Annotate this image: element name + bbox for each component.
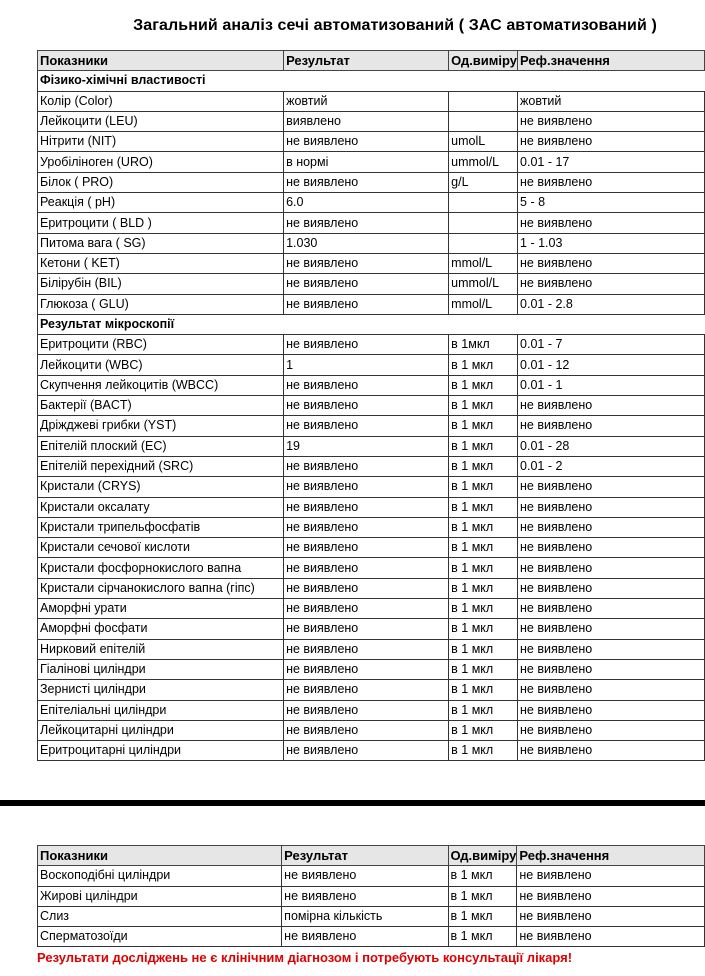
reference-cell: не виявлено xyxy=(518,132,705,152)
reference-cell: 0.01 - 1 xyxy=(518,375,705,395)
reference-cell: не виявлено xyxy=(518,639,705,659)
results-table-page2 xyxy=(37,845,705,947)
indicator-cell: Слиз xyxy=(38,906,282,926)
reference-cell: не виявлено xyxy=(518,416,705,436)
reference-cell: не виявлено xyxy=(518,720,705,740)
indicator-cell: Нітрити (NIT) xyxy=(38,132,284,152)
table-row xyxy=(38,152,705,172)
indicator-cell: Лейкоцити (WBC) xyxy=(38,355,284,375)
unit-cell: в 1 мкл xyxy=(449,741,518,761)
indicator-cell: Епітелій перехідний (SRC) xyxy=(38,456,284,476)
result-cell: не виявлено xyxy=(282,886,448,906)
reference-cell: 0.01 - 2 xyxy=(518,456,705,476)
unit-cell: в 1 мкл xyxy=(448,866,517,886)
reference-cell: не виявлено xyxy=(518,680,705,700)
result-cell: не виявлено xyxy=(282,866,448,886)
indicator-cell: Еритроцитарні циліндри xyxy=(38,741,284,761)
indicator-cell: Лейкоцити (LEU) xyxy=(38,111,284,131)
result-cell: не виявлено xyxy=(284,517,449,537)
result-cell: не виявлено xyxy=(284,294,449,314)
table-row xyxy=(38,193,705,213)
indicator-cell: Кристали фосфорнокислого вапна xyxy=(38,558,284,578)
reference-cell: 0.01 - 28 xyxy=(518,436,705,456)
reference-cell: 1 - 1.03 xyxy=(518,233,705,253)
indicator-cell: Еритроцити (RBC) xyxy=(38,335,284,355)
result-cell: в нормі xyxy=(284,152,449,172)
unit-cell xyxy=(449,233,518,253)
result-cell: не виявлено xyxy=(284,396,449,416)
unit-cell: в 1 мкл xyxy=(449,396,518,416)
table-row xyxy=(38,375,705,395)
table-header-row xyxy=(38,51,705,71)
unit-cell: в 1 мкл xyxy=(449,477,518,497)
table-row xyxy=(38,396,705,416)
reference-cell: не виявлено xyxy=(518,111,705,131)
result-cell: не виявлено xyxy=(284,213,449,233)
result-cell: не виявлено xyxy=(284,375,449,395)
result-cell: 6.0 xyxy=(284,193,449,213)
table-row xyxy=(38,355,705,375)
unit-cell: в 1 мкл xyxy=(449,659,518,679)
result-cell: не виявлено xyxy=(284,172,449,192)
section-heading: Результат мікроскопії xyxy=(38,314,705,334)
column-header-reference: Реф.значення xyxy=(517,846,705,866)
result-cell: помірна кількість xyxy=(282,906,448,926)
result-cell: не виявлено xyxy=(284,538,449,558)
table-row xyxy=(38,639,705,659)
table-row xyxy=(38,558,705,578)
reference-cell: не виявлено xyxy=(518,213,705,233)
indicator-cell: Аморфні фосфати xyxy=(38,619,284,639)
reference-cell: 0.01 - 2.8 xyxy=(518,294,705,314)
table-row xyxy=(38,111,705,131)
reference-cell: 0.01 - 17 xyxy=(518,152,705,172)
indicator-cell: Кристали (CRYS) xyxy=(38,477,284,497)
unit-cell: в 1 мкл xyxy=(448,886,517,906)
indicator-cell: Бактерії (BACT) xyxy=(38,396,284,416)
reference-cell: не виявлено xyxy=(517,866,705,886)
indicator-cell: Кристали оксалату xyxy=(38,497,284,517)
reference-cell: не виявлено xyxy=(518,538,705,558)
table-row xyxy=(38,741,705,761)
unit-cell: в 1 мкл xyxy=(449,517,518,537)
indicator-cell: Реакція ( pH) xyxy=(38,193,284,213)
unit-cell: в 1 мкл xyxy=(448,927,517,947)
indicator-cell: Зернисті циліндри xyxy=(38,680,284,700)
unit-cell: в 1 мкл xyxy=(449,375,518,395)
disclaimer-text: Результати досліджень не є клінічним діагнозом і потребують консультації лікаря! xyxy=(37,950,573,965)
indicator-cell: Уробіліноген (URO) xyxy=(38,152,284,172)
result-cell: не виявлено xyxy=(284,659,449,679)
table-row xyxy=(38,335,705,355)
unit-cell: umolL xyxy=(449,132,518,152)
reference-cell: 0.01 - 7 xyxy=(518,335,705,355)
indicator-cell: Дріжджеві грибки (YST) xyxy=(38,416,284,436)
table-row xyxy=(38,517,705,537)
indicator-cell: Білок ( PRO) xyxy=(38,172,284,192)
indicator-cell: Колір (Color) xyxy=(38,91,284,111)
table-row xyxy=(38,172,705,192)
table-row xyxy=(38,659,705,679)
result-cell: не виявлено xyxy=(284,680,449,700)
result-cell: не виявлено xyxy=(284,700,449,720)
result-cell: жовтий xyxy=(284,91,449,111)
unit-cell: ummol/L xyxy=(449,152,518,172)
table-row xyxy=(38,538,705,558)
indicator-cell: Скупчення лейкоцитів (WBCC) xyxy=(38,375,284,395)
reference-cell: не виявлено xyxy=(518,741,705,761)
result-cell: 1 xyxy=(284,355,449,375)
reference-cell: жовтий xyxy=(518,91,705,111)
section-heading-row xyxy=(38,71,705,91)
result-cell: виявлено xyxy=(284,111,449,131)
indicator-cell: Глюкоза ( GLU) xyxy=(38,294,284,314)
result-cell: не виявлено xyxy=(284,497,449,517)
unit-cell: в 1 мкл xyxy=(449,416,518,436)
reference-cell: 5 - 8 xyxy=(518,193,705,213)
indicator-cell: Гіалінові циліндри xyxy=(38,659,284,679)
unit-cell xyxy=(449,111,518,131)
result-cell: не виявлено xyxy=(284,477,449,497)
unit-cell: в 1 мкл xyxy=(449,599,518,619)
reference-cell: не виявлено xyxy=(518,599,705,619)
unit-cell xyxy=(449,193,518,213)
reference-cell: не виявлено xyxy=(518,558,705,578)
table-row xyxy=(38,866,705,886)
column-header-reference: Реф.значення xyxy=(518,51,705,71)
table-row xyxy=(38,619,705,639)
column-header-result: Результат xyxy=(282,846,448,866)
table-row xyxy=(38,253,705,273)
unit-cell: в 1 мкл xyxy=(449,619,518,639)
indicator-cell: Білірубін (BIL) xyxy=(38,274,284,294)
table-row xyxy=(38,906,705,926)
indicator-cell: Воскоподібні циліндри xyxy=(38,866,282,886)
result-cell: не виявлено xyxy=(284,456,449,476)
result-cell: не виявлено xyxy=(282,927,448,947)
result-cell: не виявлено xyxy=(284,335,449,355)
reference-cell: не виявлено xyxy=(518,659,705,679)
indicator-cell: Кристали сечової кислоти xyxy=(38,538,284,558)
table-row xyxy=(38,213,705,233)
result-cell: не виявлено xyxy=(284,416,449,436)
reference-cell: не виявлено xyxy=(518,619,705,639)
unit-cell: в 1 мкл xyxy=(448,906,517,926)
column-header-unit: Од.виміру xyxy=(448,846,517,866)
result-cell: не виявлено xyxy=(284,578,449,598)
indicator-cell: Епітеліальні циліндри xyxy=(38,700,284,720)
unit-cell xyxy=(449,213,518,233)
reference-cell: не виявлено xyxy=(518,172,705,192)
reference-cell: не виявлено xyxy=(517,906,705,926)
table-row xyxy=(38,700,705,720)
unit-cell: mmol/L xyxy=(449,294,518,314)
reference-cell: не виявлено xyxy=(518,396,705,416)
unit-cell: в 1 мкл xyxy=(449,639,518,659)
indicator-cell: Епітелій плоский (EC) xyxy=(38,436,284,456)
unit-cell: в 1 мкл xyxy=(449,680,518,700)
table-row xyxy=(38,456,705,476)
column-header-indicator: Показники xyxy=(38,846,282,866)
result-cell: не виявлено xyxy=(284,720,449,740)
column-header-result: Результат xyxy=(284,51,449,71)
column-header-indicator: Показники xyxy=(38,51,284,71)
reference-cell: не виявлено xyxy=(518,700,705,720)
result-cell: не виявлено xyxy=(284,253,449,273)
unit-cell: в 1 мкл xyxy=(449,436,518,456)
indicator-cell: Лейкоцитарні циліндри xyxy=(38,720,284,740)
reference-cell: не виявлено xyxy=(517,927,705,947)
indicator-cell: Аморфні урати xyxy=(38,599,284,619)
table-row xyxy=(38,132,705,152)
indicator-cell: Нирковий епітелій xyxy=(38,639,284,659)
reference-cell: не виявлено xyxy=(518,253,705,273)
unit-cell: в 1 мкл xyxy=(449,355,518,375)
unit-cell: в 1 мкл xyxy=(449,578,518,598)
unit-cell: в 1 мкл xyxy=(449,456,518,476)
table-row xyxy=(38,599,705,619)
table-row xyxy=(38,927,705,947)
result-cell: не виявлено xyxy=(284,639,449,659)
table-row xyxy=(38,294,705,314)
reference-cell: не виявлено xyxy=(518,497,705,517)
result-cell: не виявлено xyxy=(284,558,449,578)
result-cell: не виявлено xyxy=(284,741,449,761)
result-cell: 19 xyxy=(284,436,449,456)
table-row xyxy=(38,578,705,598)
reference-cell: не виявлено xyxy=(518,578,705,598)
table-row xyxy=(38,720,705,740)
indicator-cell: Сперматозоїди xyxy=(38,927,282,947)
table-row xyxy=(38,91,705,111)
indicator-cell: Жирові циліндри xyxy=(38,886,282,906)
table-row xyxy=(38,680,705,700)
page-break-divider xyxy=(0,800,705,806)
indicator-cell: Еритроцити ( BLD ) xyxy=(38,213,284,233)
indicator-cell: Кетони ( KET) xyxy=(38,253,284,273)
result-cell: не виявлено xyxy=(284,274,449,294)
table-row xyxy=(38,477,705,497)
section-heading-row xyxy=(38,314,705,334)
report-title: Загальний аналіз сечі автоматизований ( ЗАС автоматизований ) xyxy=(133,17,657,34)
unit-cell: в 1мкл xyxy=(449,335,518,355)
result-cell: не виявлено xyxy=(284,132,449,152)
result-cell: не виявлено xyxy=(284,599,449,619)
reference-cell: не виявлено xyxy=(518,477,705,497)
result-cell: не виявлено xyxy=(284,619,449,639)
table-row xyxy=(38,416,705,436)
table-row xyxy=(38,274,705,294)
section-heading: Фізико-хімічні властивості xyxy=(38,71,705,91)
table-header-row xyxy=(38,846,705,866)
unit-cell: g/L xyxy=(449,172,518,192)
unit-cell: в 1 мкл xyxy=(449,700,518,720)
table-row xyxy=(38,497,705,517)
reference-cell: 0.01 - 12 xyxy=(518,355,705,375)
unit-cell: в 1 мкл xyxy=(449,538,518,558)
indicator-cell: Кристали трипельфосфатів xyxy=(38,517,284,537)
reference-cell: не виявлено xyxy=(518,274,705,294)
unit-cell: в 1 мкл xyxy=(449,497,518,517)
unit-cell: mmol/L xyxy=(449,253,518,273)
unit-cell: в 1 мкл xyxy=(449,558,518,578)
indicator-cell: Кристали сірчанокислого вапна (гіпс) xyxy=(38,578,284,598)
table-row xyxy=(38,436,705,456)
table-row xyxy=(38,886,705,906)
unit-cell xyxy=(449,91,518,111)
unit-cell: ummol/L xyxy=(449,274,518,294)
reference-cell: не виявлено xyxy=(518,517,705,537)
column-header-unit: Од.виміру xyxy=(449,51,518,71)
indicator-cell: Питома вага ( SG) xyxy=(38,233,284,253)
result-cell: 1.030 xyxy=(284,233,449,253)
table-row xyxy=(38,233,705,253)
reference-cell: не виявлено xyxy=(517,886,705,906)
unit-cell: в 1 мкл xyxy=(449,720,518,740)
results-table-page1 xyxy=(37,50,705,761)
